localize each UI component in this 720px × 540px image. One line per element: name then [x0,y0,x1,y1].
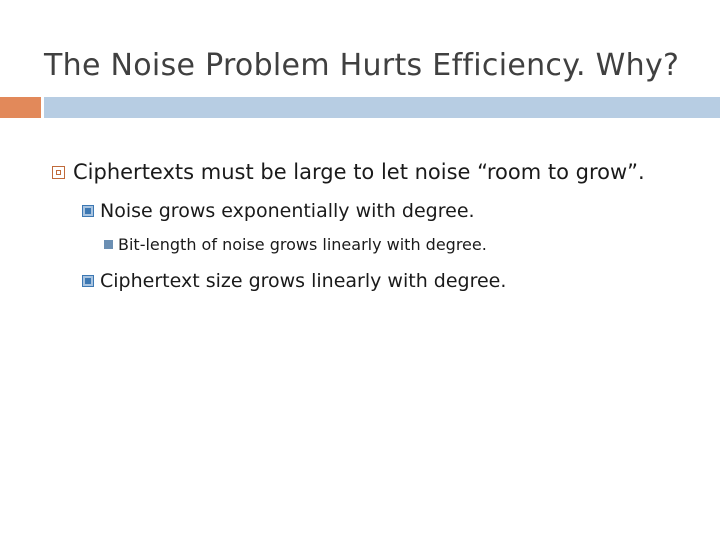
square-bullet-icon [82,205,94,217]
slide-title: The Noise Problem Hurts Efficiency. Why? [44,48,680,83]
bullet-item-level2 [82,200,475,222]
bullet-item-level1 [52,160,645,184]
bullet-text: Bit-length of noise grows linearly with degree. [118,235,487,254]
accent-bar-orange [0,97,41,118]
square-bullet-icon [52,166,65,179]
bullet-item-level2 [82,270,506,292]
bullet-text: Noise grows exponentially with degree. [100,200,475,222]
bullet-text: Ciphertext size grows linearly with degree. [100,270,507,292]
square-bullet-icon [104,240,113,249]
square-bullet-icon [82,275,94,287]
bullet-item-level3 [104,235,487,254]
accent-bar-blue [44,97,720,118]
bullet-text: Ciphertexts must be large to let noise “room to grow”. [73,160,645,184]
